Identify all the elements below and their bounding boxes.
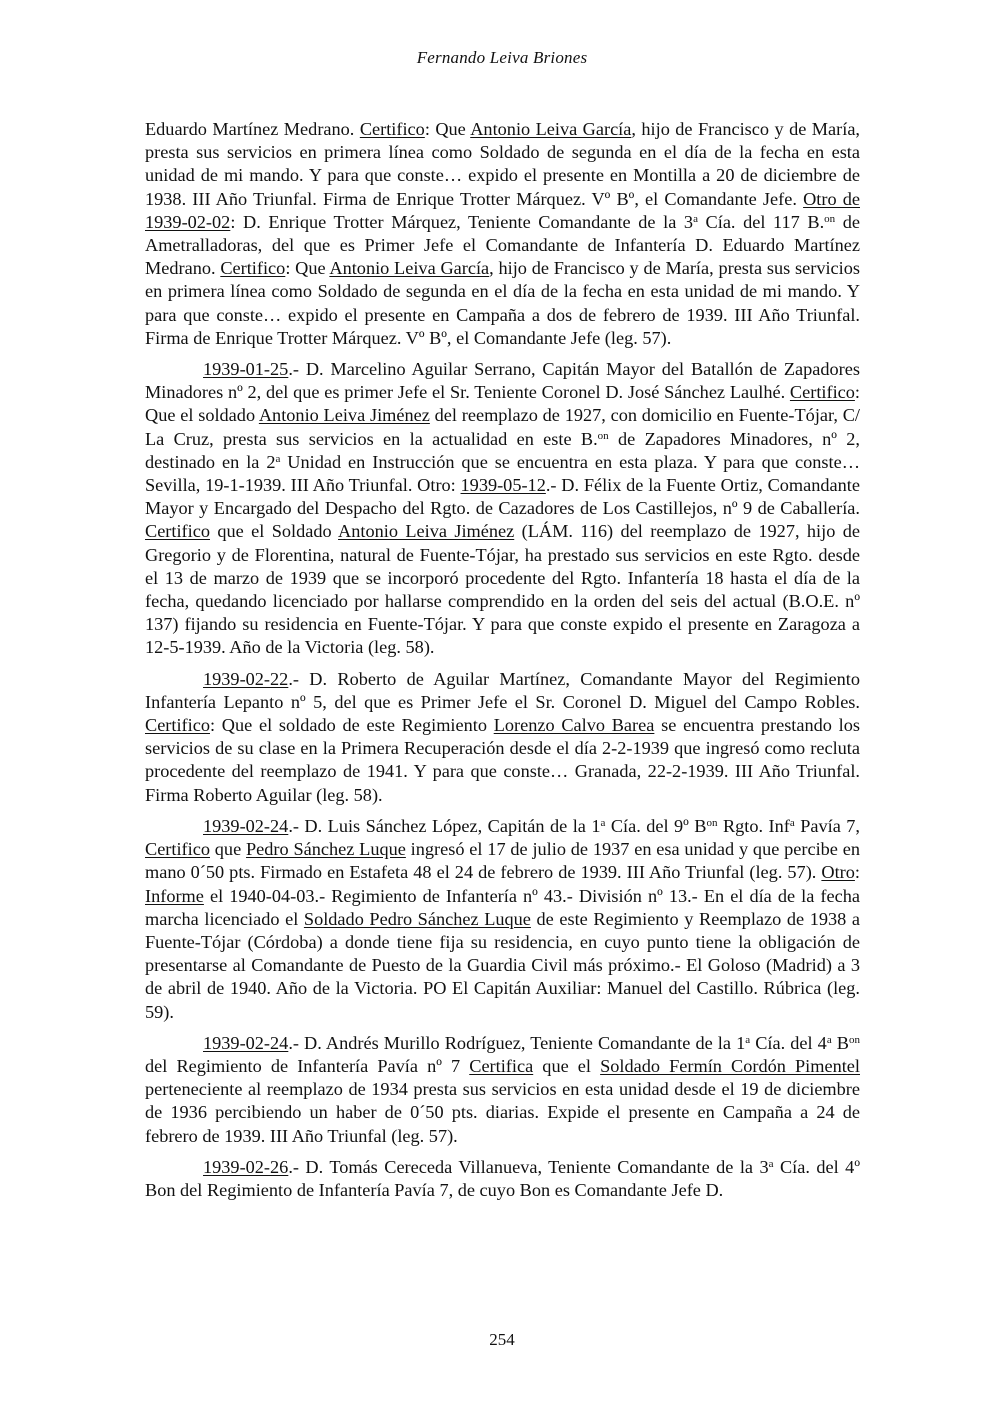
underlined-text: Soldado Pedro Sánchez Luque	[303, 908, 531, 929]
text-span: : Que el soldado de este Regimiento	[209, 715, 494, 736]
text-span: Cía. del 4	[750, 1032, 827, 1053]
text-span: .- D. Marcelino Aguilar Serrano, Capitán Mayor del Batallón de Zapadores Minadores nº 2, del que es primer Jefe el Sr. Teniente Coronel D. José Sánchez Laulhé.	[145, 359, 860, 403]
underlined-text: Certifico	[789, 382, 855, 403]
superscript-text: on	[597, 429, 609, 442]
text-span: perteneciente al reemplazo de 1934 presta sus servicios en esta unidad desde el 19 de diciembre de 1936 percibiendo un haber de 0´50 pts. diarias. Expide el presente en Campaña a 24 de febrero de 1939. III Año Triunfal (leg. 57).	[145, 1079, 860, 1146]
superscript-text: a	[745, 1033, 751, 1046]
underlined-text: Informe	[145, 885, 204, 906]
text-span: del Regimiento de Infantería Pavía nº 7	[145, 1055, 470, 1076]
underlined-text: Certifico	[359, 119, 425, 139]
underlined-text: Lorenzo Calvo Barea	[493, 715, 655, 736]
text-span: .- D. Luis Sánchez López, Capitán de la 1	[288, 815, 601, 836]
underlined-text: 1939-05-12	[460, 475, 546, 496]
text-span: , hijo de Francisco y de María, presta sus servicios en primera línea como Soldado de segunda en el día de la fecha en esta unidad de mi mando. Y para que conste… expido el presente en Montilla a 20 de diciembre de 1938. III Año Triunfal. Firma de Enrique Trotter Márquez. Vº Bº, el Comandante Jefe.	[145, 119, 860, 209]
text-span: se encuentra prestando los servicios de su clase en la Primera Recuperación desde el día 2-2-1939 que ingresó como recluta procedente del reemplazo de 1941. Y para que conste… Granada, 22-2-1939. III Año Triunfal. Firma Roberto Aguilar (leg. 58).	[145, 715, 860, 805]
superscript-text: on	[824, 212, 836, 225]
text-span: que	[209, 839, 246, 860]
underlined-text: 1939-02-24	[203, 1032, 289, 1053]
paragraph	[145, 358, 860, 660]
superscript-text: a	[275, 452, 281, 465]
underlined-text: Otro de 1939-02-02	[145, 188, 860, 232]
body-text	[145, 118, 860, 1210]
underlined-text: Antonio Leiva García	[470, 119, 632, 139]
underlined-text: 1939-01-25	[203, 359, 289, 380]
text-span: , hijo de Francisco y de María, presta sus servicios en primera línea como Soldado de segunda en el día de la fecha en esta unidad de mi mando. Y para que conste… expido el presente en Campaña a dos de febrero de 1939. III Año Triunfal. Firma de Enrique Trotter Márquez. Vº Bº, el Comandante Jefe (leg. 57).	[145, 258, 860, 348]
text-span: :	[854, 862, 860, 883]
underlined-text: Pedro Sánchez Luque	[246, 839, 406, 860]
underlined-text: Soldado Fermín Cordón Pimentel	[600, 1055, 860, 1076]
text-span: de Ametralladoras, del que es Primer Jefe el Comandante de Infantería D. Eduardo Martínez Medrano.	[145, 211, 860, 279]
text-span: Eduardo Martínez Medrano.	[145, 119, 360, 139]
page-number: 254	[489, 1330, 515, 1349]
text-span: que el	[533, 1055, 601, 1076]
text-span: : Que	[424, 119, 471, 139]
superscript-text: a	[826, 1033, 832, 1046]
paragraph	[145, 1156, 860, 1202]
superscript-text: a	[693, 212, 698, 225]
text-span: : Que	[285, 258, 330, 279]
text-span: .- D. Tomás Cereceda Villanueva, Teniente Comandante de la 3	[288, 1156, 769, 1177]
running-header: Fernando Leiva Briones	[416, 48, 588, 67]
superscript-text: a	[789, 816, 795, 829]
text-span: (LÁM. 116) del reemplazo de 1927, hijo de Gregorio y de Florentina, natural de Fuente-Tójar, ha prestado sus servicios en este Rgto. desde el 13 de marzo de 1939 que se incorporó procedente del Rgto. Infantería 18 hasta el día de la fecha, quedando licenciado por hallarse comprendido en la orden del seis del actual (B.O.E. nº 137) fijando su residencia en Fuente-Tójar. Y para que conste expido el presente en Zaragoza a 12-5-1939. Año de la Victoria (leg. 58).	[145, 521, 860, 658]
paragraph	[145, 668, 860, 807]
underlined-text: Certifica	[469, 1055, 534, 1076]
underlined-text: Antonio Leiva Jiménez	[338, 521, 515, 542]
underlined-text: Certifico	[220, 258, 286, 279]
superscript-text: on	[706, 816, 718, 829]
underlined-text: Antonio Leiva García	[329, 258, 490, 279]
text-span: .- D. Andrés Murillo Rodríguez, Teniente Comandante de la 1	[288, 1032, 746, 1053]
text-span: del reemplazo de 1927, con domicilio en Fuente-Tójar, C/ La Cruz, presta sus servicios en la actualidad en este B.	[145, 405, 860, 449]
underlined-text: Certifico	[145, 715, 210, 736]
underlined-text: Antonio Leiva Jiménez	[258, 405, 430, 426]
underlined-text: 1939-02-26	[203, 1156, 289, 1177]
superscript-text: a	[600, 816, 606, 829]
text-span: Cía. del 117 B.	[697, 211, 825, 232]
paragraph	[145, 815, 860, 1024]
paragraph	[145, 1032, 860, 1148]
superscript-text: a	[768, 1157, 774, 1170]
text-span: Pavía 7,	[794, 815, 861, 836]
text-span: : D. Enrique Trotter Márquez, Teniente Comandante de la 3	[230, 211, 694, 232]
text-span: de Zapadores Minadores, nº 2, destinado en la 2	[145, 428, 860, 472]
underlined-text: Otro	[821, 862, 855, 883]
text-span: ingresó el 17 de julio de 1937 en esa unidad y que percibe en mano 0´50 pts. Firmado en Estafeta 48 el 24 de febrero de 1939. III Año Triunfal (leg. 57).	[145, 839, 860, 883]
text-span: de este Regimiento y Reemplazo de 1938 a Fuente-Tójar (Córdoba) a donde tiene fija su residencia, en cuyo punto tiene la obligación de presentarse al Comandante de Puesto de la Guardia Civil más próximo.- El Goloso (Madrid) a 3 de abril de 1940. Año de la Victoria. PO El Capitán Auxiliar: Manuel del Castillo. Rúbrica (leg. 59).	[145, 908, 860, 1022]
underlined-text: 1939-02-24	[203, 815, 289, 836]
text-span: Unidad en Instrucción que se encuentra en esta plaza. Y para que conste… Sevilla, 19-1-1939. III Año Triunfal. Otro:	[145, 451, 860, 496]
text-span: Cía. del 4º Bon del Regimiento de Infantería Pavía 7, de cuyo Bon es Comandante Jefe D.	[145, 1156, 860, 1200]
text-span: : Que el soldado	[145, 382, 860, 426]
text-span: B	[831, 1032, 849, 1053]
text-span: Rgto. Inf	[717, 815, 790, 836]
underlined-text: 1939-02-22	[203, 668, 289, 689]
text-span: .- D. Félix de la Fuente Ortiz, Comandante Mayor y Encargado del Despacho del Rgto. de Cazadores de Los Castillejos, nº 9 de Caballería.	[145, 475, 860, 519]
text-span: Cía. del 9º B	[605, 815, 707, 836]
text-span: que el Soldado	[209, 521, 339, 542]
text-span: el 1940-04-03.- Regimiento de Infantería nº 43.- División nº 13.- En el día de la fecha marcha licenciado el	[145, 885, 860, 929]
underlined-text: Certifico	[145, 521, 210, 542]
text-span: .- D. Roberto de Aguilar Martínez, Comandante Mayor del Regimiento Infantería Lepanto nº 5, del que es Primer Jefe el Sr. Coronel D. Miguel del Campo Robles.	[145, 668, 860, 712]
superscript-text: on	[849, 1033, 860, 1046]
underlined-text: Certifico	[145, 839, 210, 860]
paragraph	[145, 118, 860, 350]
